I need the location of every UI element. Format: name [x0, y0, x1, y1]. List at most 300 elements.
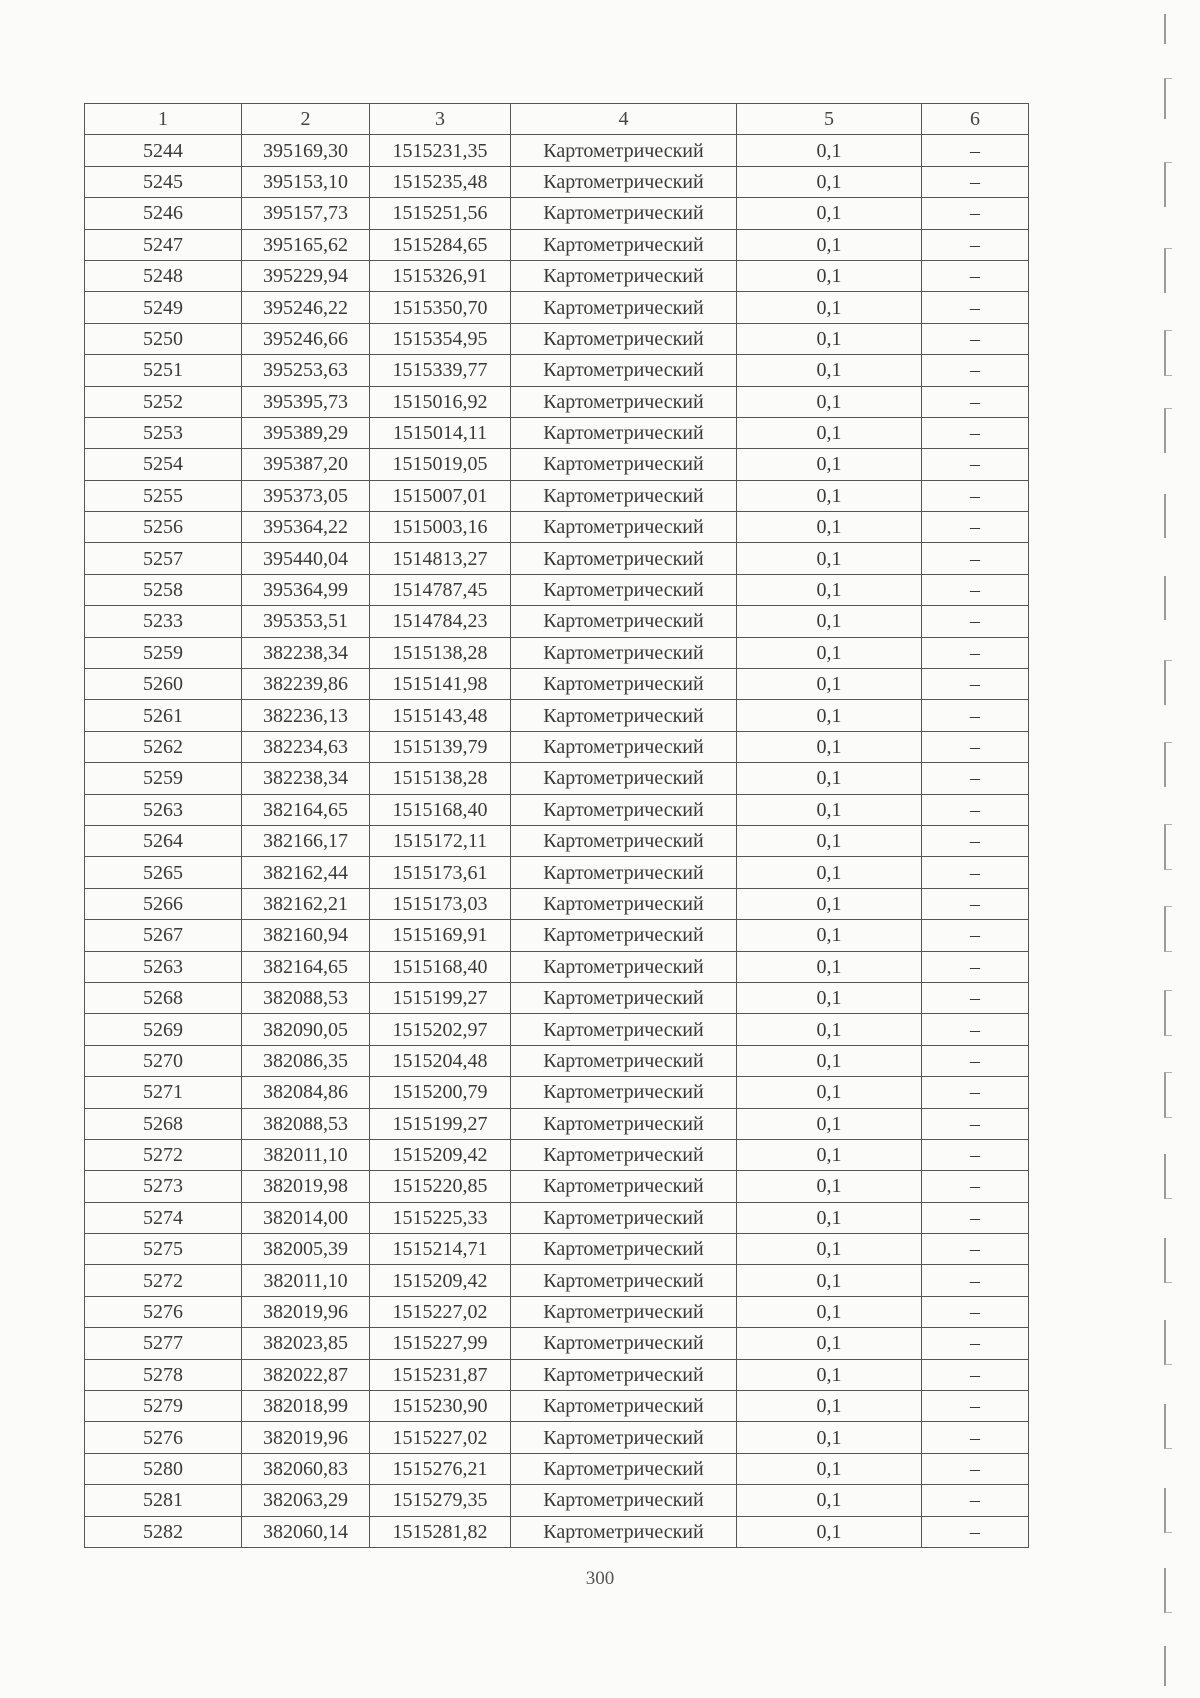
scan-edge-mark [1164, 408, 1172, 453]
note-cell: – [922, 292, 1029, 323]
table-row [85, 1234, 1029, 1265]
table-row [85, 1453, 1029, 1484]
x-coordinate-cell: 382005,39 [242, 1234, 370, 1265]
accuracy-cell: 0,1 [737, 1485, 922, 1516]
point-number-cell: 5276 [85, 1296, 242, 1327]
point-number-cell: 5259 [85, 637, 242, 668]
y-coordinate-cell: 1515168,40 [370, 794, 511, 825]
note-cell: – [922, 1234, 1029, 1265]
note-cell: – [922, 888, 1029, 919]
note-cell: – [922, 229, 1029, 260]
method-cell: Картометрический [511, 1139, 737, 1170]
method-cell: Картометрический [511, 135, 737, 166]
scan-edge-mark [1164, 494, 1172, 538]
x-coordinate-cell: 382060,14 [242, 1516, 370, 1547]
method-cell: Картометрический [511, 512, 737, 543]
x-coordinate-cell: 395440,04 [242, 543, 370, 574]
y-coordinate-cell: 1515251,56 [370, 198, 511, 229]
x-coordinate-cell: 382164,65 [242, 951, 370, 982]
table-row [85, 1485, 1029, 1516]
accuracy-cell: 0,1 [737, 1045, 922, 1076]
y-coordinate-cell: 1515003,16 [370, 512, 511, 543]
accuracy-cell: 0,1 [737, 417, 922, 448]
note-cell: – [922, 1422, 1029, 1453]
x-coordinate-cell: 382011,10 [242, 1265, 370, 1296]
note-cell: – [922, 1014, 1029, 1045]
accuracy-cell: 0,1 [737, 543, 922, 574]
method-cell: Картометрический [511, 1108, 737, 1139]
note-cell: – [922, 449, 1029, 480]
y-coordinate-cell: 1515143,48 [370, 700, 511, 731]
accuracy-cell: 0,1 [737, 794, 922, 825]
note-cell: – [922, 512, 1029, 543]
method-cell: Картометрический [511, 574, 737, 605]
y-coordinate-cell: 1515168,40 [370, 951, 511, 982]
method-cell: Картометрический [511, 355, 737, 386]
method-cell: Картометрический [511, 1391, 737, 1422]
accuracy-cell: 0,1 [737, 1171, 922, 1202]
accuracy-cell: 0,1 [737, 449, 922, 480]
note-cell: – [922, 669, 1029, 700]
accuracy-cell: 0,1 [737, 512, 922, 543]
table-row [85, 637, 1029, 668]
x-coordinate-cell: 382162,21 [242, 888, 370, 919]
table-row [85, 386, 1029, 417]
table-row [85, 982, 1029, 1013]
method-cell: Картометрический [511, 794, 737, 825]
point-number-cell: 5264 [85, 825, 242, 856]
method-cell: Картометрический [511, 543, 737, 574]
point-number-cell: 5263 [85, 794, 242, 825]
table-row [85, 857, 1029, 888]
accuracy-cell: 0,1 [737, 731, 922, 762]
coordinates-table [84, 103, 1029, 1548]
point-number-cell: 5279 [85, 1391, 242, 1422]
scan-edge-mark [1164, 330, 1172, 376]
x-coordinate-cell: 382019,96 [242, 1422, 370, 1453]
y-coordinate-cell: 1515225,33 [370, 1202, 511, 1233]
accuracy-cell: 0,1 [737, 135, 922, 166]
note-cell: – [922, 135, 1029, 166]
x-coordinate-cell: 395165,62 [242, 229, 370, 260]
accuracy-cell: 0,1 [737, 198, 922, 229]
accuracy-cell: 0,1 [737, 669, 922, 700]
scan-edge-mark [1164, 1072, 1172, 1118]
method-cell: Картометрический [511, 1516, 737, 1547]
y-coordinate-cell: 1515235,48 [370, 166, 511, 197]
y-coordinate-cell: 1515227,99 [370, 1328, 511, 1359]
note-cell: – [922, 1265, 1029, 1296]
table-row [85, 669, 1029, 700]
x-coordinate-cell: 382238,34 [242, 637, 370, 668]
note-cell: – [922, 543, 1029, 574]
note-cell: – [922, 920, 1029, 951]
x-coordinate-cell: 382011,10 [242, 1139, 370, 1170]
y-coordinate-cell: 1515231,87 [370, 1359, 511, 1390]
accuracy-cell: 0,1 [737, 323, 922, 354]
y-coordinate-cell: 1514787,45 [370, 574, 511, 605]
table-row [85, 574, 1029, 605]
note-cell: – [922, 700, 1029, 731]
x-coordinate-cell: 382084,86 [242, 1077, 370, 1108]
x-coordinate-cell: 382160,94 [242, 920, 370, 951]
scan-edge-mark [1164, 990, 1172, 1036]
x-coordinate-cell: 395246,22 [242, 292, 370, 323]
note-cell: – [922, 386, 1029, 417]
y-coordinate-cell: 1515230,90 [370, 1391, 511, 1422]
point-number-cell: 5245 [85, 166, 242, 197]
y-coordinate-cell: 1515350,70 [370, 292, 511, 323]
x-coordinate-cell: 395353,51 [242, 606, 370, 637]
method-cell: Картометрический [511, 1296, 737, 1327]
accuracy-cell: 0,1 [737, 1202, 922, 1233]
table-row [85, 260, 1029, 291]
method-cell: Картометрический [511, 637, 737, 668]
table-row [85, 229, 1029, 260]
note-cell: – [922, 417, 1029, 448]
accuracy-cell: 0,1 [737, 1391, 922, 1422]
point-number-cell: 5265 [85, 857, 242, 888]
accuracy-cell: 0,1 [737, 574, 922, 605]
point-number-cell: 5268 [85, 982, 242, 1013]
table-row [85, 1391, 1029, 1422]
x-coordinate-cell: 382014,00 [242, 1202, 370, 1233]
y-coordinate-cell: 1515214,71 [370, 1234, 511, 1265]
y-coordinate-cell: 1515231,35 [370, 135, 511, 166]
note-cell: – [922, 1139, 1029, 1170]
point-number-cell: 5262 [85, 731, 242, 762]
note-cell: – [922, 1485, 1029, 1516]
y-coordinate-cell: 1515204,48 [370, 1045, 511, 1076]
point-number-cell: 5247 [85, 229, 242, 260]
point-number-cell: 5280 [85, 1453, 242, 1484]
scan-edge-mark [1164, 14, 1172, 44]
method-cell: Картометрический [511, 1045, 737, 1076]
accuracy-cell: 0,1 [737, 982, 922, 1013]
method-cell: Картометрический [511, 857, 737, 888]
point-number-cell: 5256 [85, 512, 242, 543]
method-cell: Картометрический [511, 606, 737, 637]
accuracy-cell: 0,1 [737, 763, 922, 794]
x-coordinate-cell: 382239,86 [242, 669, 370, 700]
x-coordinate-cell: 382063,29 [242, 1485, 370, 1516]
method-cell: Картометрический [511, 920, 737, 951]
accuracy-cell: 0,1 [737, 1516, 922, 1547]
y-coordinate-cell: 1515199,27 [370, 1108, 511, 1139]
point-number-cell: 5269 [85, 1014, 242, 1045]
method-cell: Картометрический [511, 888, 737, 919]
x-coordinate-cell: 382018,99 [242, 1391, 370, 1422]
note-cell: – [922, 355, 1029, 386]
method-cell: Картометрический [511, 1265, 737, 1296]
accuracy-cell: 0,1 [737, 480, 922, 511]
x-coordinate-cell: 382060,83 [242, 1453, 370, 1484]
y-coordinate-cell: 1515141,98 [370, 669, 511, 700]
x-coordinate-cell: 382164,65 [242, 794, 370, 825]
y-coordinate-cell: 1515019,05 [370, 449, 511, 480]
x-coordinate-cell: 382023,85 [242, 1328, 370, 1359]
accuracy-cell: 0,1 [737, 1139, 922, 1170]
x-coordinate-cell: 382090,05 [242, 1014, 370, 1045]
table-row [85, 1171, 1029, 1202]
y-coordinate-cell: 1515173,61 [370, 857, 511, 888]
y-coordinate-cell: 1515016,92 [370, 386, 511, 417]
x-coordinate-cell: 395389,29 [242, 417, 370, 448]
y-coordinate-cell: 1514813,27 [370, 543, 511, 574]
scan-edge-mark [1164, 1404, 1172, 1449]
point-number-cell: 5261 [85, 700, 242, 731]
accuracy-cell: 0,1 [737, 229, 922, 260]
y-coordinate-cell: 1515354,95 [370, 323, 511, 354]
y-coordinate-cell: 1515279,35 [370, 1485, 511, 1516]
table-row [85, 1296, 1029, 1327]
point-number-cell: 5274 [85, 1202, 242, 1233]
table-row [85, 1422, 1029, 1453]
method-cell: Картометрический [511, 982, 737, 1013]
y-coordinate-cell: 1515220,85 [370, 1171, 511, 1202]
method-cell: Картометрический [511, 731, 737, 762]
scan-edge-mark [1164, 248, 1172, 293]
x-coordinate-cell: 395153,10 [242, 166, 370, 197]
column-header: 5 [737, 104, 922, 135]
accuracy-cell: 0,1 [737, 260, 922, 291]
accuracy-cell: 0,1 [737, 888, 922, 919]
scan-edge-mark [1164, 162, 1172, 207]
column-header: 2 [242, 104, 370, 135]
scan-edge-mark [1164, 906, 1172, 952]
y-coordinate-cell: 1515172,11 [370, 825, 511, 856]
x-coordinate-cell: 382088,53 [242, 982, 370, 1013]
note-cell: – [922, 825, 1029, 856]
y-coordinate-cell: 1515139,79 [370, 731, 511, 762]
table-row [85, 449, 1029, 480]
column-header: 6 [922, 104, 1029, 135]
point-number-cell: 5267 [85, 920, 242, 951]
page-number: 300 [585, 1568, 615, 1589]
accuracy-cell: 0,1 [737, 825, 922, 856]
table-row [85, 292, 1029, 323]
y-coordinate-cell: 1515281,82 [370, 1516, 511, 1547]
point-number-cell: 5272 [85, 1265, 242, 1296]
x-coordinate-cell: 382236,13 [242, 700, 370, 731]
point-number-cell: 5233 [85, 606, 242, 637]
scan-edge-mark [1164, 1320, 1172, 1365]
y-coordinate-cell: 1515227,02 [370, 1296, 511, 1327]
scan-edge-mark [1164, 742, 1172, 787]
table-row [85, 1077, 1029, 1108]
method-cell: Картометрический [511, 198, 737, 229]
table-row [85, 951, 1029, 982]
point-number-cell: 5254 [85, 449, 242, 480]
accuracy-cell: 0,1 [737, 700, 922, 731]
table-row [85, 1139, 1029, 1170]
table-body [85, 135, 1029, 1548]
x-coordinate-cell: 382019,98 [242, 1171, 370, 1202]
scan-edge-mark [1164, 1154, 1172, 1199]
x-coordinate-cell: 395157,73 [242, 198, 370, 229]
method-cell: Картометрический [511, 386, 737, 417]
x-coordinate-cell: 382088,53 [242, 1108, 370, 1139]
method-cell: Картометрический [511, 825, 737, 856]
accuracy-cell: 0,1 [737, 1265, 922, 1296]
method-cell: Картометрический [511, 1077, 737, 1108]
x-coordinate-cell: 382234,63 [242, 731, 370, 762]
x-coordinate-cell: 382162,44 [242, 857, 370, 888]
point-number-cell: 5278 [85, 1359, 242, 1390]
y-coordinate-cell: 1515200,79 [370, 1077, 511, 1108]
y-coordinate-cell: 1515199,27 [370, 982, 511, 1013]
point-number-cell: 5272 [85, 1139, 242, 1170]
x-coordinate-cell: 395169,30 [242, 135, 370, 166]
method-cell: Картометрический [511, 1328, 737, 1359]
table-row [85, 1108, 1029, 1139]
note-cell: – [922, 1328, 1029, 1359]
method-cell: Картометрический [511, 1485, 737, 1516]
column-header: 4 [511, 104, 737, 135]
accuracy-cell: 0,1 [737, 1108, 922, 1139]
point-number-cell: 5268 [85, 1108, 242, 1139]
x-coordinate-cell: 395364,22 [242, 512, 370, 543]
y-coordinate-cell: 1515138,28 [370, 637, 511, 668]
scan-edge-mark [1164, 1646, 1172, 1686]
method-cell: Картометрический [511, 480, 737, 511]
method-cell: Картометрический [511, 1171, 737, 1202]
method-cell: Картометрический [511, 669, 737, 700]
note-cell: – [922, 1171, 1029, 1202]
accuracy-cell: 0,1 [737, 606, 922, 637]
table-row [85, 700, 1029, 731]
scan-edge-mark [1164, 576, 1172, 620]
point-number-cell: 5275 [85, 1234, 242, 1265]
method-cell: Картометрический [511, 763, 737, 794]
method-cell: Картометрический [511, 951, 737, 982]
method-cell: Картометрический [511, 449, 737, 480]
method-cell: Картометрический [511, 1359, 737, 1390]
point-number-cell: 5281 [85, 1485, 242, 1516]
accuracy-cell: 0,1 [737, 1014, 922, 1045]
x-coordinate-cell: 395253,63 [242, 355, 370, 386]
method-cell: Картометрический [511, 700, 737, 731]
point-number-cell: 5251 [85, 355, 242, 386]
y-coordinate-cell: 1515209,42 [370, 1139, 511, 1170]
accuracy-cell: 0,1 [737, 166, 922, 197]
method-cell: Картометрический [511, 1234, 737, 1265]
note-cell: – [922, 1453, 1029, 1484]
y-coordinate-cell: 1515007,01 [370, 480, 511, 511]
method-cell: Картометрический [511, 166, 737, 197]
table-row [85, 480, 1029, 511]
method-cell: Картометрический [511, 1014, 737, 1045]
table-row [85, 355, 1029, 386]
scan-edge-mark [1164, 824, 1172, 870]
x-coordinate-cell: 395387,20 [242, 449, 370, 480]
accuracy-cell: 0,1 [737, 386, 922, 417]
accuracy-cell: 0,1 [737, 1234, 922, 1265]
table-row [85, 417, 1029, 448]
table-row [85, 1328, 1029, 1359]
method-cell: Картометрический [511, 292, 737, 323]
table-row [85, 763, 1029, 794]
accuracy-cell: 0,1 [737, 1359, 922, 1390]
accuracy-cell: 0,1 [737, 1296, 922, 1327]
method-cell: Картометрический [511, 1422, 737, 1453]
scan-edge-mark [1164, 78, 1172, 119]
point-number-cell: 5270 [85, 1045, 242, 1076]
table-row [85, 1045, 1029, 1076]
note-cell: – [922, 260, 1029, 291]
point-number-cell: 5248 [85, 260, 242, 291]
accuracy-cell: 0,1 [737, 1328, 922, 1359]
point-number-cell: 5253 [85, 417, 242, 448]
x-coordinate-cell: 395229,94 [242, 260, 370, 291]
x-coordinate-cell: 382166,17 [242, 825, 370, 856]
accuracy-cell: 0,1 [737, 355, 922, 386]
note-cell: – [922, 574, 1029, 605]
x-coordinate-cell: 395246,66 [242, 323, 370, 354]
accuracy-cell: 0,1 [737, 1422, 922, 1453]
note-cell: – [922, 982, 1029, 1013]
table-row [85, 543, 1029, 574]
x-coordinate-cell: 395364,99 [242, 574, 370, 605]
method-cell: Картометрический [511, 229, 737, 260]
scan-edge-mark [1164, 1238, 1172, 1283]
point-number-cell: 5246 [85, 198, 242, 229]
point-number-cell: 5271 [85, 1077, 242, 1108]
note-cell: – [922, 606, 1029, 637]
y-coordinate-cell: 1515138,28 [370, 763, 511, 794]
point-number-cell: 5282 [85, 1516, 242, 1547]
y-coordinate-cell: 1515173,03 [370, 888, 511, 919]
note-cell: – [922, 637, 1029, 668]
note-cell: – [922, 951, 1029, 982]
table-row [85, 323, 1029, 354]
method-cell: Картометрический [511, 323, 737, 354]
point-number-cell: 5277 [85, 1328, 242, 1359]
note-cell: – [922, 166, 1029, 197]
column-header: 3 [370, 104, 511, 135]
accuracy-cell: 0,1 [737, 857, 922, 888]
note-cell: – [922, 1516, 1029, 1547]
note-cell: – [922, 1077, 1029, 1108]
note-cell: – [922, 1391, 1029, 1422]
table-row [85, 166, 1029, 197]
note-cell: – [922, 763, 1029, 794]
accuracy-cell: 0,1 [737, 951, 922, 982]
accuracy-cell: 0,1 [737, 920, 922, 951]
y-coordinate-cell: 1515227,02 [370, 1422, 511, 1453]
note-cell: – [922, 480, 1029, 511]
point-number-cell: 5255 [85, 480, 242, 511]
x-coordinate-cell: 382086,35 [242, 1045, 370, 1076]
point-number-cell: 5276 [85, 1422, 242, 1453]
accuracy-cell: 0,1 [737, 637, 922, 668]
point-number-cell: 5273 [85, 1171, 242, 1202]
y-coordinate-cell: 1515202,97 [370, 1014, 511, 1045]
x-coordinate-cell: 395373,05 [242, 480, 370, 511]
table-row [85, 1014, 1029, 1045]
method-cell: Картометрический [511, 1202, 737, 1233]
table-row [85, 794, 1029, 825]
table-row [85, 1202, 1029, 1233]
table-row [85, 512, 1029, 543]
y-coordinate-cell: 1515276,21 [370, 1453, 511, 1484]
table-row [85, 920, 1029, 951]
table-row [85, 198, 1029, 229]
y-coordinate-cell: 1515339,77 [370, 355, 511, 386]
note-cell: – [922, 857, 1029, 888]
point-number-cell: 5258 [85, 574, 242, 605]
y-coordinate-cell: 1515326,91 [370, 260, 511, 291]
